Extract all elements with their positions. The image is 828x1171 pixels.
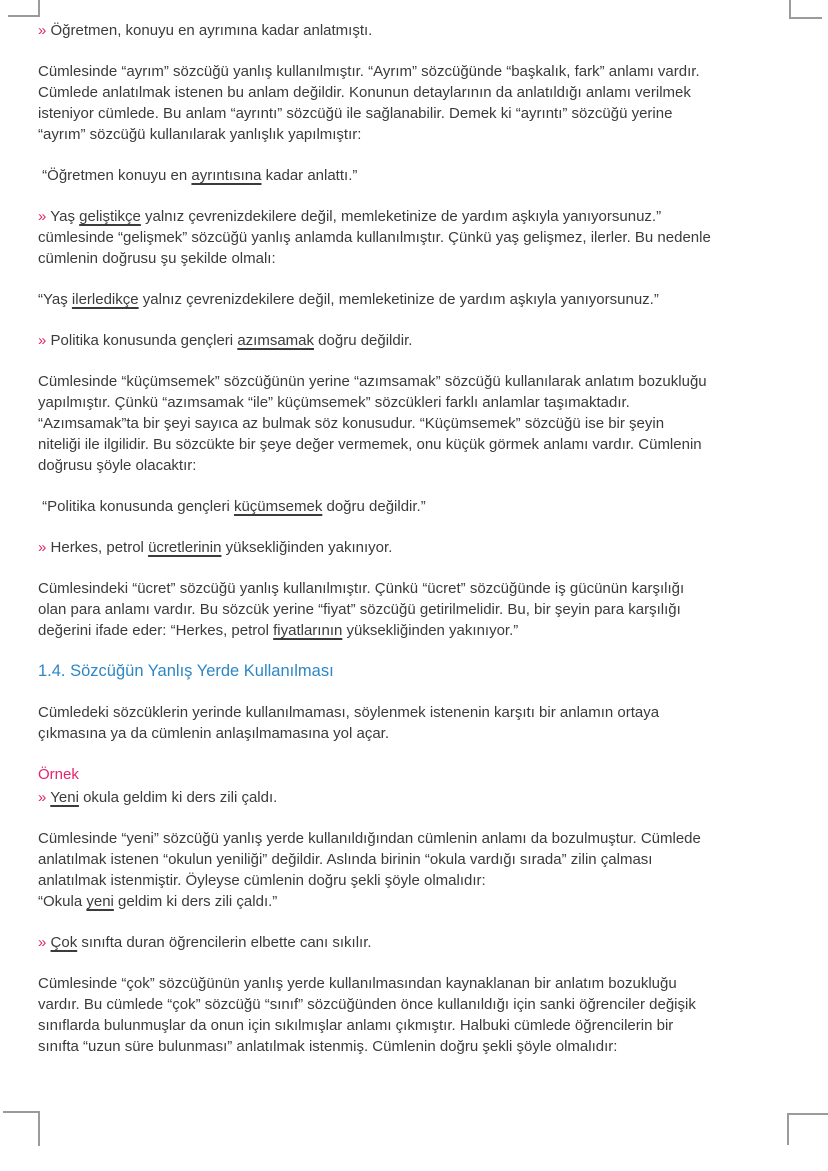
- underlined-word: ücretlerinin: [148, 539, 222, 556]
- bullet-marker: »: [38, 934, 51, 951]
- text-run: Cümlesinde “çok” sözcüğünün yanlış yerde kullanılmasından kaynaklanan bir anlatım bozukluğu: [38, 975, 677, 992]
- text-line: [38, 537, 808, 558]
- text-line: [38, 165, 808, 186]
- text-line: [38, 61, 808, 82]
- text-run: yüksekliğinden yakınıyor.”: [342, 622, 519, 639]
- text-run: doğru değildir.: [314, 332, 413, 349]
- bullet-marker: »: [38, 208, 51, 225]
- text-line: [38, 870, 808, 891]
- underlined-word: yeni: [86, 893, 114, 910]
- text-run: “Okula: [38, 893, 87, 910]
- text-run: cümlesinde “gelişmek” sözcüğü yanlış anlamda kullanılmıştır. Çünkü yaş gelişmez, ilerler. Bu nedenle: [38, 229, 711, 246]
- text-line: [38, 764, 808, 785]
- underlined-word: ilerledikçe: [71, 291, 139, 308]
- text-run: Herkes, petrol: [50, 539, 149, 556]
- document-content: [38, 20, 808, 1057]
- section-heading: [38, 661, 808, 682]
- text-run: Cümlesinde “ayrım” sözcüğü yanlış kullanılmıştır. “Ayrım” sözcüğünde “başkalık, fark” anlamı vardır.: [38, 63, 700, 80]
- paragraph: [38, 371, 808, 476]
- text-run: doğrusu şöyle olacaktır:: [38, 457, 197, 474]
- text-run: yüksekliğinden yakınıyor.: [221, 539, 393, 556]
- text-line: [38, 1015, 808, 1036]
- text-run: niteliği ile ilgilidir. Bu sözcükte bir şeye değer vermemek, onu küçük görmek anlamı vardır. Cümlenin: [38, 436, 702, 453]
- text-line: [38, 206, 808, 227]
- text-line: [38, 891, 808, 912]
- text-line: [38, 20, 808, 41]
- text-line: [38, 973, 808, 994]
- text-run: “Azımsamak”ta bir şeyi sayıca az bulmak söz konusudur. “Küçümsemek” sözcüğü ise bir şeyin: [38, 415, 665, 432]
- bullet-item: [38, 932, 808, 953]
- paragraph: [38, 973, 808, 1057]
- text-line: [38, 330, 808, 351]
- text-run: sınıflarda bulunmuşlar da onun için sıkılmışlar anlamı çıkmıştır. Halbuki cümlede öğrencilerin bir: [38, 1017, 674, 1034]
- text-line: [38, 702, 808, 723]
- text-run: isteniyor cümlede. Bu anlam “ayrıntı” sözcüğü ile sağlanabilir. Demek ki “ayrıntı” sözcüğü yerine: [38, 105, 673, 122]
- bullet-marker: »: [38, 332, 51, 349]
- bullet-item: [38, 787, 808, 808]
- crop-mark-top-left: [8, 0, 40, 17]
- underlined-word: küçümsemek: [233, 498, 323, 515]
- text-run: okula geldim ki ders zili çaldı.: [78, 789, 278, 806]
- text-line: [38, 103, 808, 124]
- text-run: Yaş: [50, 208, 80, 225]
- text-run: çıkmasına ya da cümlenin anlaşılmamasına yol açar.: [38, 725, 389, 742]
- quote-line: [38, 165, 808, 186]
- bullet-marker: »: [38, 22, 51, 39]
- text-run: Örnek: [38, 766, 79, 783]
- text-line: [38, 828, 808, 849]
- crop-mark-bottom-left: [3, 1111, 40, 1146]
- paragraph: [38, 578, 808, 641]
- underlined-word: geliştikçe: [79, 208, 141, 225]
- quote-line: [38, 289, 808, 310]
- paragraph: [38, 702, 808, 744]
- underlined-word: Çok: [50, 934, 78, 951]
- crop-mark-top-right: [789, 0, 822, 19]
- text-line: [38, 994, 808, 1015]
- text-run: 1.4. Sözcüğün Yanlış Yerde Kullanılması: [38, 662, 334, 680]
- text-line: [38, 413, 808, 434]
- text-run: sınıfta “uzun süre bulunması” anlatılmak istenmiş. Cümlenin doğru şekli şöyle olmalıdır:: [38, 1038, 618, 1055]
- example-label: [38, 764, 808, 785]
- text-run: anlatılmak istenen “okulun yeniliği” değildir. Aslında birinin “okula vardığı sırada” zilin çalması: [38, 851, 653, 868]
- text-run: “ayrım” sözcüğü kullanılarak yanlışlık yapılmıştır:: [38, 126, 362, 143]
- text-line: [38, 124, 808, 145]
- text-run: cümlenin doğrusu şu şekilde olmalı:: [38, 250, 276, 267]
- paragraph: [38, 61, 808, 145]
- text-line: [38, 434, 808, 455]
- text-line: [38, 723, 808, 744]
- text-line: [38, 82, 808, 103]
- paragraph: [38, 828, 808, 912]
- text-line: [38, 599, 808, 620]
- text-run: olan para anlamı vardır. Bu sözcük yerine “fiyat” sözcüğü getirilmelidir. Bu, bir şeyin para karşılığı: [38, 601, 681, 618]
- text-run: Politika konusunda gençleri: [50, 332, 238, 349]
- text-run: sınıfta duran öğrencilerin elbette canı sıkılır.: [77, 934, 372, 951]
- crop-mark-bottom-right: [787, 1113, 828, 1145]
- bullet-marker: »: [38, 539, 51, 556]
- text-run: “Öğretmen konuyu en: [38, 167, 192, 184]
- text-line: [38, 578, 808, 599]
- text-run: “Politika konusunda gençleri: [38, 498, 234, 515]
- text-run: geldim ki ders zili çaldı.”: [113, 893, 278, 910]
- bullet-item: [38, 330, 808, 351]
- underlined-word: ayrıntısına: [191, 167, 262, 184]
- bullet-marker: »: [38, 789, 51, 806]
- quote-line: [38, 496, 808, 517]
- text-line: [38, 248, 808, 269]
- text-line: [38, 787, 808, 808]
- text-line: [38, 1036, 808, 1057]
- text-run: değerini ifade eder: “Herkes, petrol: [38, 622, 274, 639]
- text-run: Cümlesinde “küçümsemek” sözcüğünün yerine “azımsamak” sözcüğü kullanılarak anlatım bozukluğu: [38, 373, 707, 390]
- text-run: Cümlede anlatılmak istenen bu anlam değildir. Konunun detaylarının da anlatıldığı anlamı verilmek: [38, 84, 691, 101]
- text-run: Cümlesinde “yeni” sözcüğü yanlış yerde kullanıldığından cümlenin anlamı da bozulmuştur. Cümlede: [38, 830, 701, 847]
- text-line: [38, 455, 808, 476]
- text-line: [38, 289, 808, 310]
- bullet-item: [38, 206, 808, 269]
- underlined-word: Yeni: [50, 789, 79, 806]
- text-line: [38, 932, 808, 953]
- underlined-word: azımsamak: [237, 332, 314, 349]
- text-run: Cümledeki sözcüklerin yerinde kullanılmaması, söylenmek istenenin karşıtı bir anlamın ortaya: [38, 704, 660, 721]
- text-run: Cümlesindeki “ücret” sözcüğü yanlış kullanılmıştır. Çünkü “ücret” sözcüğünde iş gücünün karşılığı: [38, 580, 685, 597]
- bullet-item: [38, 537, 808, 558]
- text-run: yapılmıştır. Çünkü “azımsamak “ile” küçümsemek” sözcükleri farklı anlamlar taşımaktadır.: [38, 394, 630, 411]
- text-run: doğru değildir.”: [322, 498, 426, 515]
- text-line: [38, 371, 808, 392]
- text-line: [38, 620, 808, 641]
- text-run: Öğretmen, konuyu en ayrımına kadar anlatmıştı.: [50, 22, 373, 39]
- text-line: [38, 661, 808, 682]
- text-run: yalnız çevrenizdekilere değil, memleketinize de yardım aşkıyla yanıyorsunuz.”: [140, 208, 662, 225]
- text-line: [38, 227, 808, 248]
- text-run: anlatılmak istenmiştir. Öyleyse cümlenin doğru şekli şöyle olmalıdır:: [38, 872, 486, 889]
- text-run: vardır. Bu cümlede “çok” sözcüğü “sınıf” sözcüğünden önce kullanıldığı için sanki öğrenciler değişik: [38, 996, 696, 1013]
- underlined-word: fiyatlarının: [273, 622, 343, 639]
- text-line: [38, 849, 808, 870]
- text-line: [38, 496, 808, 517]
- text-run: “Yaş: [38, 291, 72, 308]
- text-line: [38, 392, 808, 413]
- bullet-item: [38, 20, 808, 41]
- text-run: kadar anlattı.”: [261, 167, 358, 184]
- text-run: yalnız çevrenizdekilere değil, memleketinize de yardım aşkıyla yanıyorsunuz.”: [138, 291, 659, 308]
